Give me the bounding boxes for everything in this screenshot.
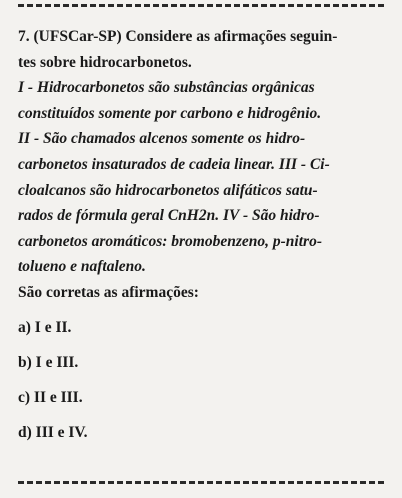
question-title-line-1: 7. (UFSCar-SP) Considere as afirmações seguin- (18, 28, 338, 45)
option-d[interactable]: d) III e IV. (18, 423, 88, 441)
option-c[interactable]: c) II e III. (18, 388, 83, 406)
statement-line-3: II - São chamados alcenos somente os hidro- (18, 130, 306, 148)
question-prompt: São corretas as afirmações: (18, 283, 199, 301)
statement-line-6: rados de fórmula geral CnH2n. IV - São hidro- (18, 207, 320, 225)
top-dashed-divider (18, 4, 384, 7)
question-title-line-2: tes sobre hidrocarbonetos. (18, 53, 192, 71)
statement-line-1: I - Hidrocarbonetos são substâncias orgânicas (18, 79, 315, 97)
option-a[interactable]: a) I e II. (18, 318, 72, 336)
option-b[interactable]: b) I e III. (18, 353, 79, 371)
question-block (18, 24, 388, 446)
statement-line-7: carbonetos aromáticos: bromobenzeno, p-nitro- (18, 232, 322, 250)
bottom-dashed-divider (18, 481, 384, 484)
statement-line-5: cloalcanos são hidrocarbonetos alifáticos satu- (18, 181, 318, 199)
statement-line-8: tolueno e naftaleno. (18, 258, 146, 276)
statement-line-2: constituídos somente por carbono e hidrogênio. (18, 104, 322, 122)
statement-line-4: carbonetos insaturados de cadeia linear. III - Ci- (18, 155, 330, 173)
